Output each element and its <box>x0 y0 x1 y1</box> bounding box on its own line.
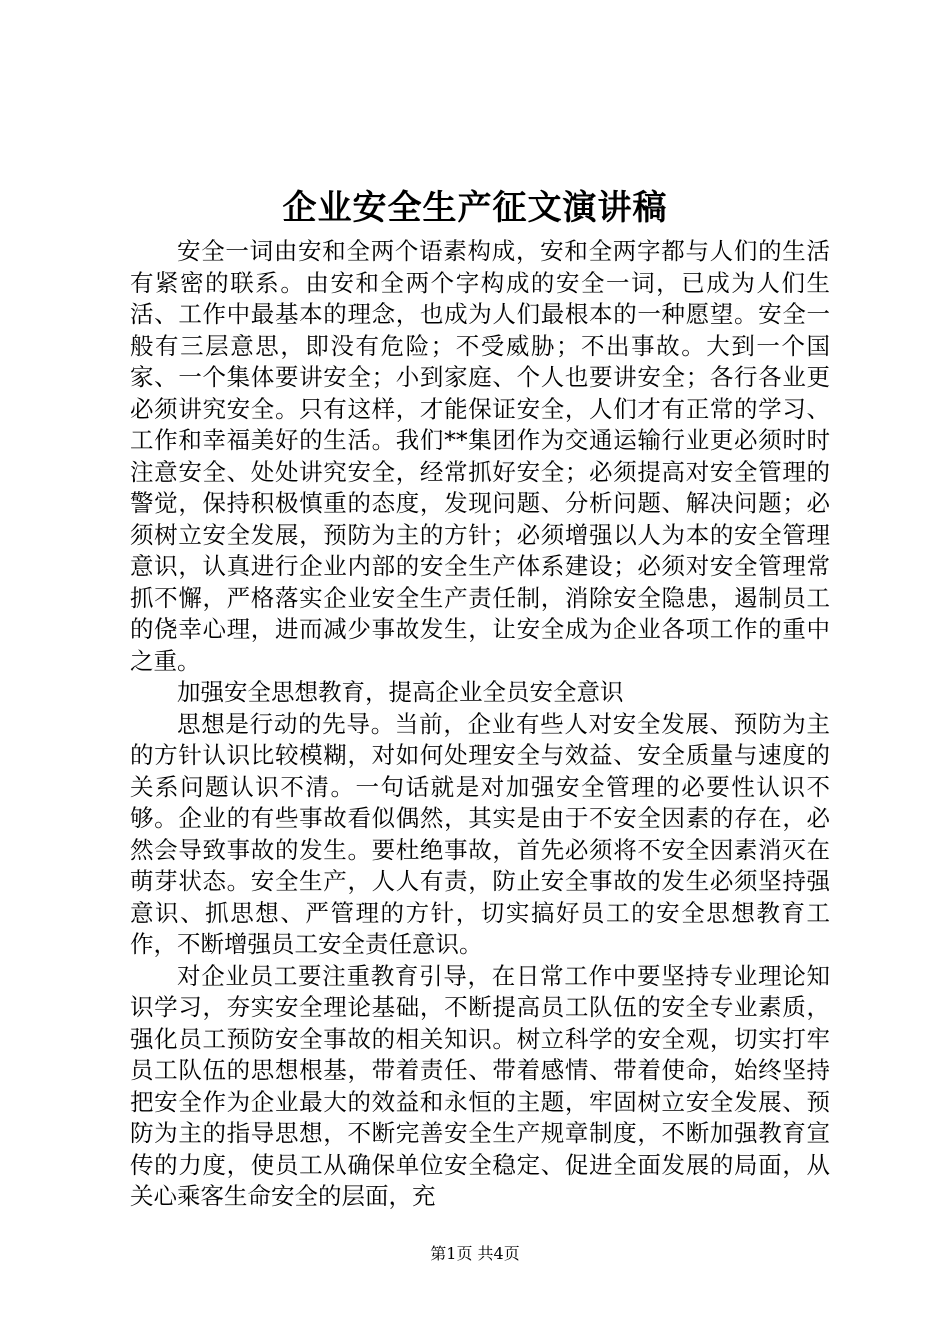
page-footer: 第1页 共4页 <box>430 1244 520 1263</box>
paragraph-education: 对企业员工要注重教育引导，在日常工作中要坚持专业理论知识学习，夯实安全理论基础，不断提高员工队伍的安全专业素质，强化员工预防安全事故的相关知识。树立科学的安全观，切实打牢员工队伍的思想根基，带着责任、带着感情、带着使命，始终坚持把安全作为企业最大的效益和永恒的主题，牢固树立安全发展、预防为主的指导思想，不断完善安全生产规章制度，不断加强教育宣传的力度，使员工从确保单位安全稳定、促进全面发展的局面，从关心乘客生命安全的层面，充 <box>130 961 830 1210</box>
section-heading: 加强安全思想教育，提高企业全员安全意识 <box>177 678 624 706</box>
paragraph-thought: 思想是行动的先导。当前，企业有些人对安全发展、预防为主的方针认识比较模糊，对如何处理安全与效益、安全质量与速度的关系问题认识不清。一句话就是对加强安全管理的必要性认识不够。企业的有些事故看似偶然，其实是由于不安全因素的存在，必然会导致事故的发生。要杜绝事故，首先必须将不安全因素消灭在萌芽状态。安全生产，人人有责，防止安全事故的发生必须坚持强意识、抓思想、严管理的方针，切实搞好员工的安全思想教育工作，不断增强员工安全责任意识。 <box>130 709 830 958</box>
document-title: 企业安全生产征文演讲稿 <box>282 188 668 228</box>
paragraph-intro: 安全一词由安和全两个语素构成，安和全两字都与人们的生活有紧密的联系。由安和全两个字构成的安全一词，已成为人们生活、工作中最基本的理念，也成为人们最根本的一种愿望。安全一般有三层意思，即没有危险；不受威胁；不出事故。大到一个国家、一个集体要讲安全；小到家庭、个人也要讲安全；各行各业更必须讲究安全。只有这样，才能保证安全，人们才有正常的学习、工作和幸福美好的生活。我们**集团作为交通运输行业更必须时时注意安全、处处讲究安全，经常抓好安全；必须提高对安全管理的警觉，保持积极慎重的态度，发现问题、分析问题、解决问题；必须树立安全发展，预防为主的方针；必须增强以人为本的安全管理意识，认真进行企业内部的安全生产体系建设；必须对安全管理常抓不懈，严格落实企业安全生产责任制，消除安全隐患，遏制员工的侥幸心理，进而减少事故发生，让安全成为企业各项工作的重中之重。 <box>130 237 830 675</box>
document-body <box>130 236 830 1213</box>
